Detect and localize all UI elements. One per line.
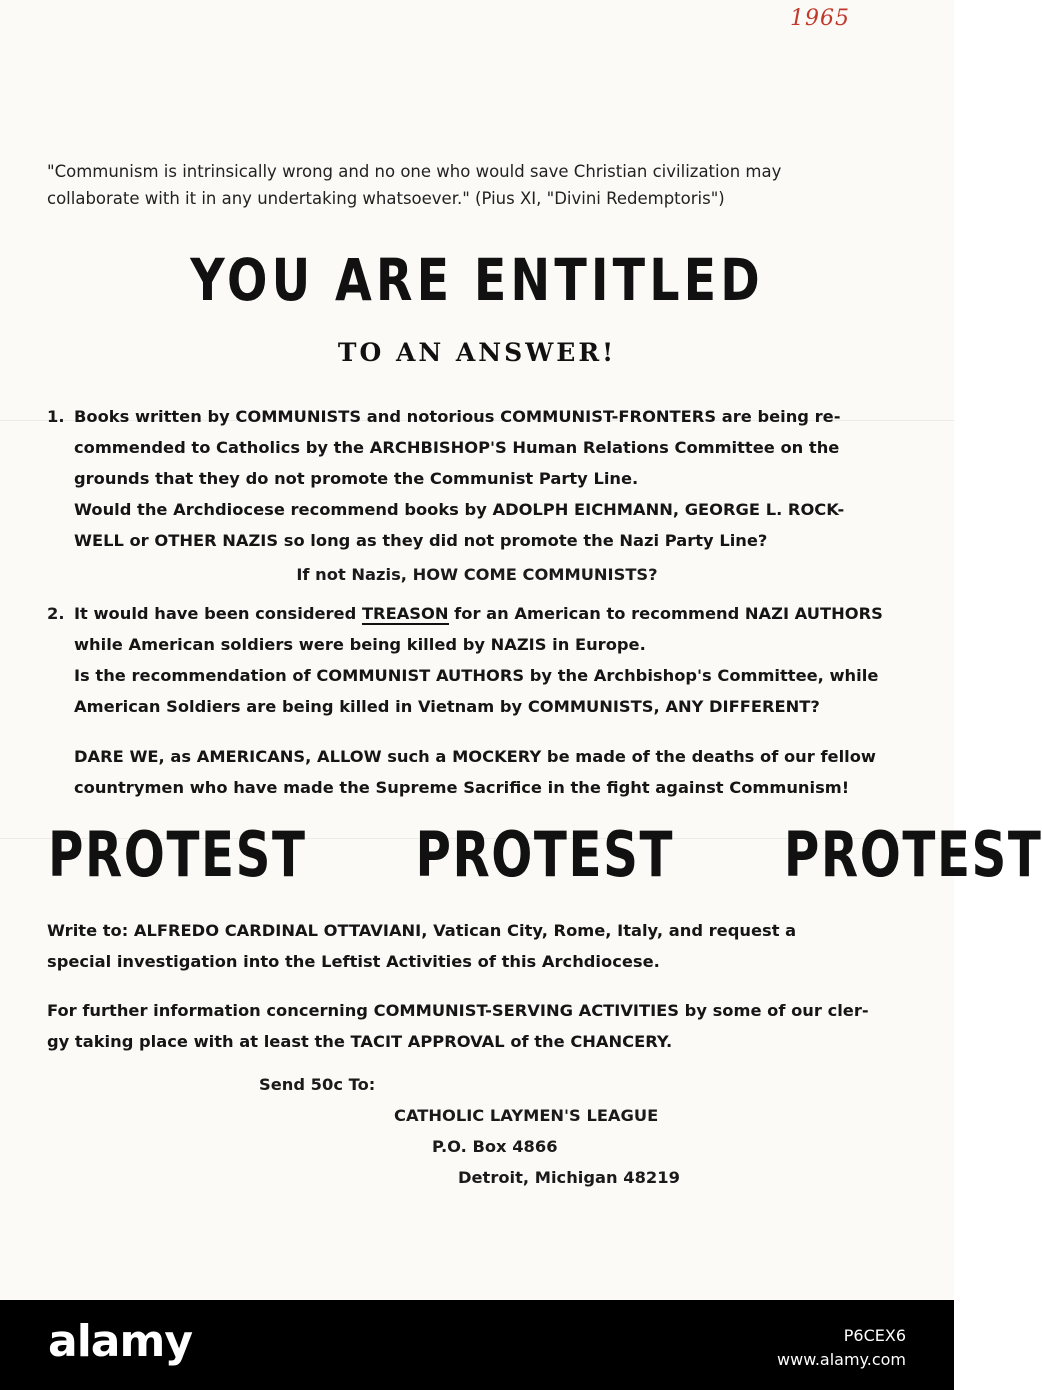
text-line: special investigation into the Leftist Activities of this Archdiocese. [47, 952, 660, 971]
text-line: commended to Catholics by the ARCHBISHOP'S Human Relations Committee on the [74, 438, 840, 457]
point-1-text [74, 401, 897, 556]
protest-word: PROTEST [48, 818, 307, 891]
text-segment: for an American to recommend NAZI AUTHORS [454, 604, 883, 623]
text-line: WELL or OTHER NAZIS so long as they did not promote the Nazi Party Line? [74, 531, 768, 550]
treason-word: TREASON [361, 604, 449, 623]
point-1-question: If not Nazis, HOW COME COMMUNISTS? [296, 565, 658, 584]
alamy-logo: alamy [48, 1316, 192, 1367]
quote-line: "Communism is intrinsically wrong and no one who would save Christian civilization may [47, 162, 782, 181]
text-line: For further information concerning COMMUNIST-SERVING ACTIVITIES by some of our cler- [47, 1001, 869, 1020]
protest-word: PROTEST [415, 818, 675, 891]
address-box: P.O. Box 4866 [432, 1137, 558, 1156]
text-line: American Soldiers are being killed in Vietnam by COMMUNISTS, ANY DIFFERENT? [74, 697, 820, 716]
address-org: CATHOLIC LAYMEN'S LEAGUE [394, 1106, 659, 1125]
point-number: 2. [47, 604, 65, 623]
text-line: Write to: ALFREDO CARDINAL OTTAVIANI, Vatican City, Rome, Italy, and request a [47, 921, 797, 940]
text-line [74, 598, 897, 629]
address-city: Detroit, Michigan 48219 [458, 1168, 680, 1187]
headline: YOU ARE ENTITLED [190, 246, 764, 314]
protest-banner [48, 818, 1042, 891]
text-line: grounds that they do not promote the Communist Party Line. [74, 469, 639, 488]
point-number: 1. [47, 407, 65, 426]
image-id: P6CEX6 [843, 1326, 906, 1345]
handwritten-year: 1965 [790, 6, 850, 31]
quote-line: collaborate with it in any undertaking whatsoever." (Pius XI, "Divini Redemptoris") [47, 189, 725, 208]
text-line: while American soldiers were being killed by NAZIS in Europe. [74, 635, 646, 654]
further-info-paragraph [47, 995, 897, 1057]
text-line: countrymen who have made the Supreme Sacrifice in the fight against Communism! [74, 778, 850, 797]
dare-paragraph [74, 741, 897, 803]
subheadline: TO AN ANSWER! [337, 338, 617, 367]
opening-quote [47, 158, 907, 212]
footer-url: www.alamy.com [777, 1350, 906, 1369]
point-2-text [74, 598, 897, 722]
text-line: Books written by COMMUNISTS and notorious COMMUNIST-FRONTERS are being re- [74, 407, 841, 426]
protest-word: PROTEST [783, 818, 1042, 891]
send-instruction: Send 50c To: [259, 1075, 376, 1094]
text-line: Would the Archdiocese recommend books by ADOLPH EICHMANN, GEORGE L. ROCK- [74, 500, 845, 519]
text-line: Is the recommendation of COMMUNIST AUTHORS by the Archbishop's Committee, while [74, 666, 879, 685]
write-to-paragraph [47, 915, 897, 977]
text-line: DARE WE, as AMERICANS, ALLOW such a MOCKERY be made of the deaths of our fellow [74, 747, 876, 766]
text-line: gy taking place with at least the TACIT APPROVAL of the CHANCERY. [47, 1032, 673, 1051]
text-segment: It would have been considered [74, 604, 357, 623]
